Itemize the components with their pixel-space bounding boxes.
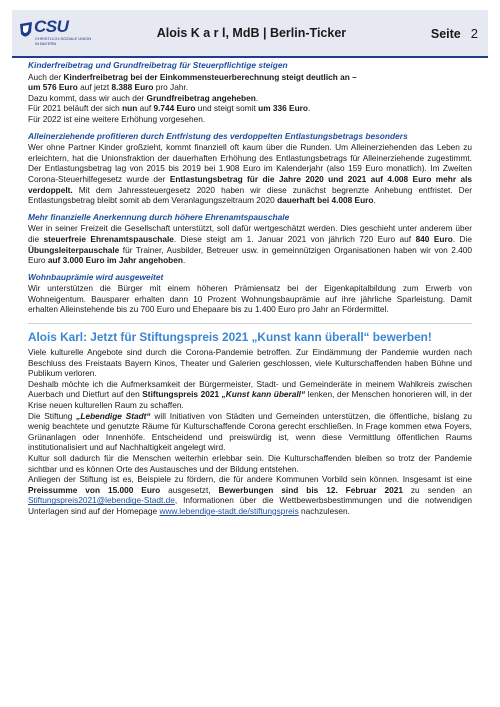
section-alleinerziehende: Alleinerziehende profitieren durch Entfristung des verdoppelten Entlastungsbetrags besonders Wer ohne Partner Kinder großzieht, kommt finanziell oft kaum über die Runden. Um Alleinerziehenden das Leben zu erleichtern, hat die Unionsfraktion der dauerhaften Erhöhung des Entlastungsbetrags für Alleinerziehende zugestimmt. Der Entlastungsbetrag lag von 2015 bis 2019 bei 1.908 Euro im Kalenderjahr (also 159 Euro monatlich). Im Zweiten Corona-Steuerhilfegesetz wurde der Entlastungsbetrag für die Jahre 2020 und 2021 auf 4.008 Euro mehr als verdoppelt. Mit dem Jahressteuergesetz 2020 haben wir diese zunächst begrenzte Anhebung entfristet. Der Entlastungsbetrag bleibt somit ab dem Veranlagungszeitraum 2020 dauerhaft bei 4.008 Euro. xyxy=(28,130,473,206)
page-indicator xyxy=(431,26,478,41)
section-heading: Wohnbauprämie wird ausgeweitet xyxy=(28,271,164,282)
logo-text: CSU xyxy=(34,17,69,36)
content xyxy=(28,60,472,517)
section-heading: Alleinerziehende profitieren durch Entfristung des verdoppelten Entlastungsbetrags besonders xyxy=(28,130,408,141)
page-number: 2 xyxy=(470,25,478,41)
divider xyxy=(28,323,472,324)
article-stiftungspreis: Alois Karl: Jetzt für Stiftungspreis 2021 „Kunst kann überall“ bewerben! Viele kulturelle Angebote sind durch die Corona-Pandemie betroffen. Zur Eindämmung der Pandemie wurden nach Beschluss des Freistaats Bayern Kinos, Theater und Galerien geschlossen, viele Kulturschaffenden haben Bühne und Publikum verloren. Deshalb möchte ich die Aufmerksamkeit der Bürgermeister, Stadt- und Gemeinderäte in meinem Wahlkreis zwischen Auerbach und Dietfurt auf den Stiftungspreis 2021 „Kunst kann überall“ lenken, der Menschen honorieren will, in der Krise neuen kulturellen Raum zu schaffen. Die Stiftung „Lebendige Stadt“ will Initiativen von Städten und Gemeinden unterstützen, die öffentliche, bislang zu wenig beachtete und genutzte Räume für Kulturschaffende Corona gerecht erschließen. In Frage kommen etwa Foyers, Grünanlagen oder Innenhöfe. Entscheidend und preiswürdig ist, wenn diese Vermittlung öffentlichen Raums institutionalisiert und auf Nachhaltigkeit angelegt wird. Kultur soll dadurch für die Menschen weiterhin erlebbar sein. Die Kulturschaffenden bleiben so trotz der Pandemie sichtbar und es können Orte des Austausches und der Bildung entstehen. Anliegen der Stiftung ist es, Beispiele zu fördern, die für andere Kommunen Vorbild sein können. Insgesamt ist eine Preissumme von 15.000 Euro ausgesetzt, Bewerbungen sind bis 12. Februar 2021 zu senden an Stiftungspreis2021@lebendige-Stadt.de, Informationen über die Wettbewerbsbestimmungen und die notwendigen Unterlagen sind auf der Homepage www.lebendige-stadt.de/stiftungspreis nachzulesen. xyxy=(28,330,472,516)
logo-subtitle: CHRISTLICH-SOZIALE UNION IN BAYERN xyxy=(35,36,92,46)
section-heading: Mehr finanzielle Anerkennung durch höhere Ehrenamtspauschale xyxy=(28,211,290,222)
section-heading: Kinderfreibetrag und Grundfreibetrag für Steuerpflichtige steigen xyxy=(28,60,288,70)
section-kinderfreibetrag: Kinderfreibetrag und Grundfreibetrag für Steuerpflichtige steigen Auch der Kinderfreibetrag bei der Einkommensteuerberechnung steigt deutlich an – um 576 Euro auf jetzt 8.388 Euro pro Jahr. Dazu kommt, dass wir auch der Grundfreibetrag angeheben. Für 2021 beläuft der sich nun auf 9.744 Euro und steigt somit um 336 Euro. Für 2022 ist eine weitere Erhöhung vorgesehen. xyxy=(28,60,472,125)
section-wohnbaupraemie: Wohnbauprämie wird ausgeweitet Wir unterstützen die Bürger mit einem höheren Prämiensatz bei der Eigenkapitalbildung zum Erwerb von Wohneigentum. Bausparer erhalten dann 10 Prozent Wohnungsbauprämie auf ihre jährliche Sparleistung. Damit erhalten Alleinstehende bis zu 700 Euro und Ehepaare bis zu 1.400 Euro pro Jahr an Fördermittel. xyxy=(28,271,472,315)
section-ehrenamtspauschale: Mehr finanzielle Anerkennung durch höhere Ehrenamtspauschale Wer in seiner Freizeit die Gesellschaft unterstützt, soll dafür wertgeschätzt werden. Dies geschieht unter anderem über die steuerfreie Ehrenamtspauschale. Diese steigt am 1. Januar 2021 von jährlich 720 Euro auf 840 Euro. Die Übungsleiterpauschale für Trainer, Ausbilder, Betreuer usw. in gemeinnützigen Organisationen haben wir von 2.400 Euro auf 3.000 Euro im Jahr angehoben. xyxy=(28,211,472,266)
homepage-link[interactable]: www.lebendige-stadt.de/stiftungspreis xyxy=(159,505,299,516)
header-title: Alois K a r l, MdB | Berlin-Ticker xyxy=(156,26,347,40)
csu-lion-logo-icon xyxy=(18,20,34,42)
article-title: Alois Karl: Jetzt für Stiftungspreis 2021 „Kunst kann überall“ bewerben! xyxy=(28,330,432,345)
page-label: Seite xyxy=(430,26,461,41)
csu-logo xyxy=(18,14,92,52)
email-link[interactable]: Stiftungspreis2021@lebendige-Stadt.de xyxy=(28,495,175,506)
page-header xyxy=(12,10,488,58)
